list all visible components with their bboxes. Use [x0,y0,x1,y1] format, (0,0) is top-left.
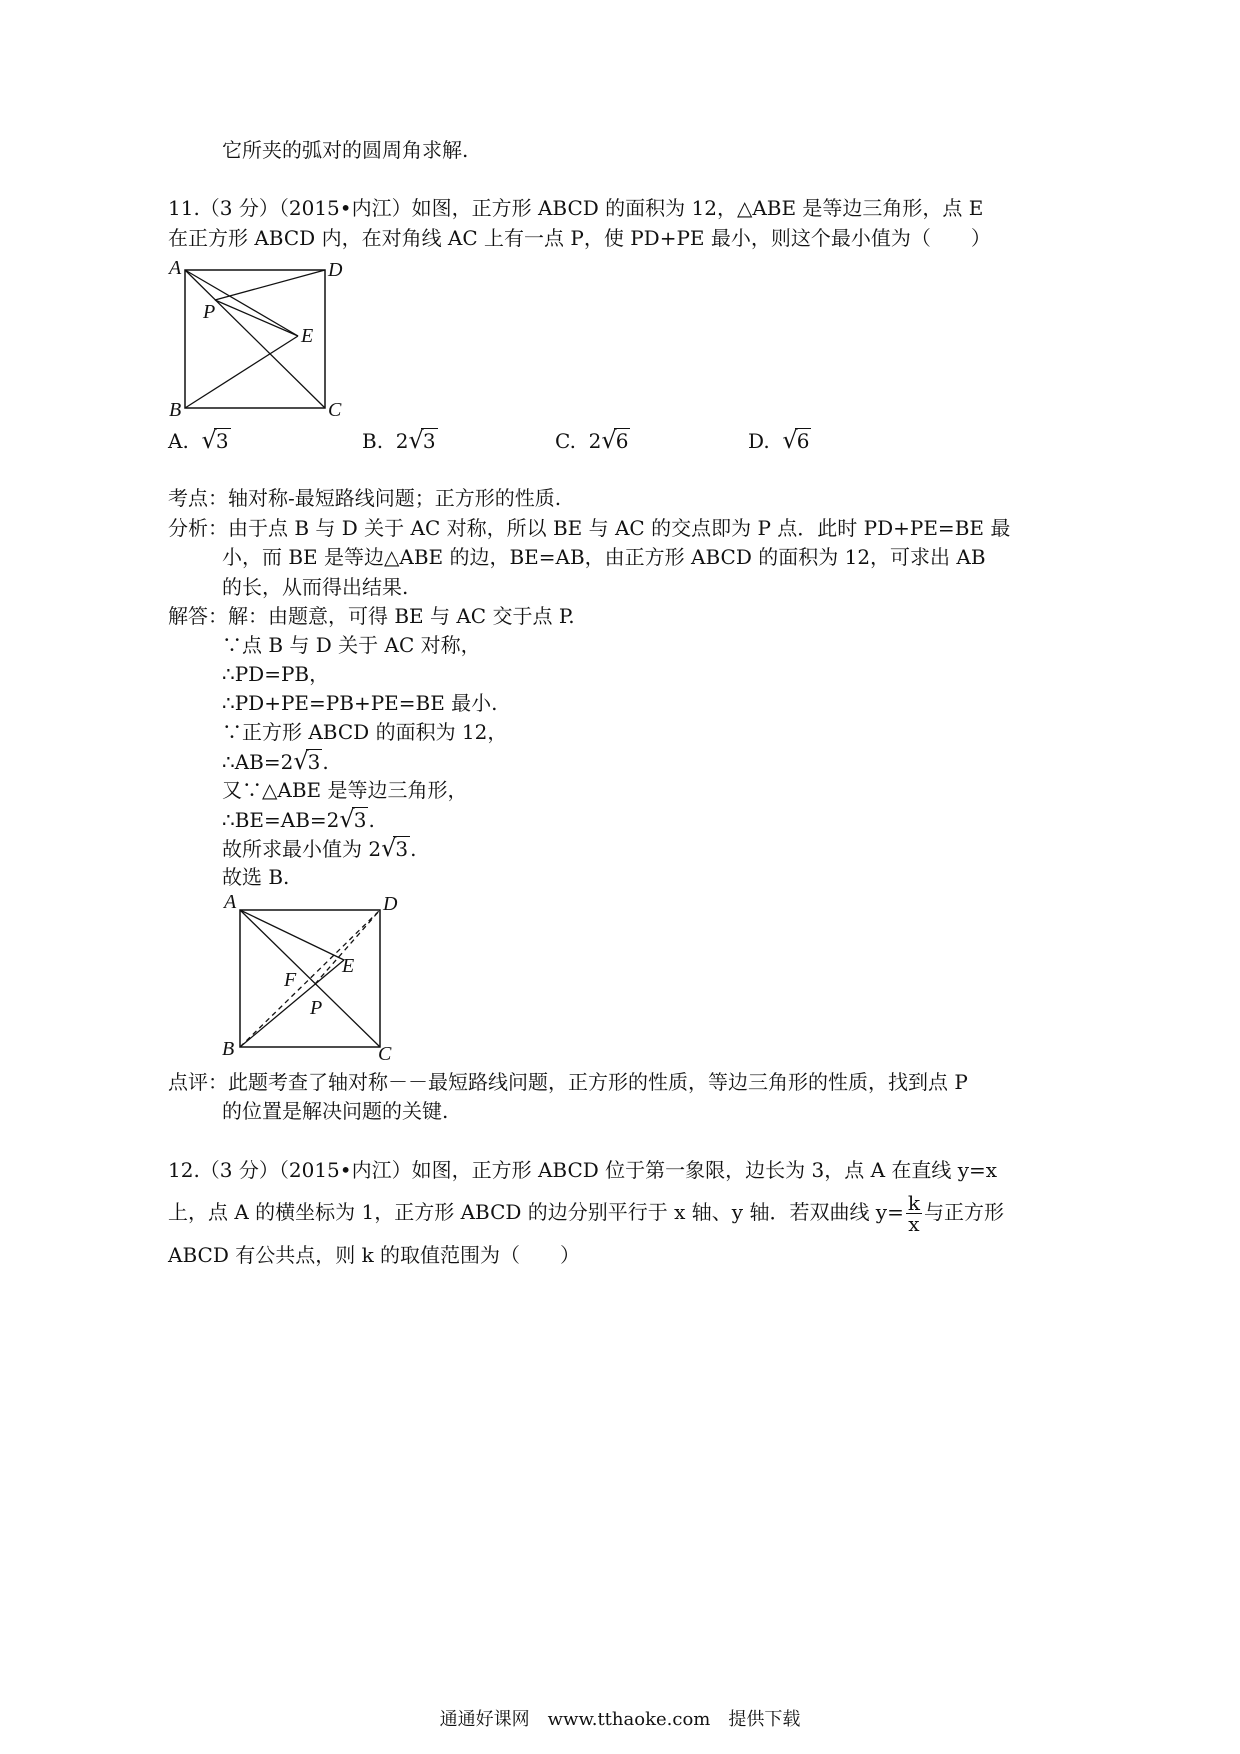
option-d-radicand: 6 [796,429,810,453]
step-5-end: . [322,750,329,774]
step-5-text: ∴AB=2 [222,750,294,774]
sqrt-sign: √3 [201,426,229,454]
step-3: ∴PD+PE=PB+PE=BE 最小. [222,691,498,715]
fraction-k-over-x [906,1193,922,1234]
label-c: C [378,1043,392,1064]
continued-text: 它所夹的弧对的圆周角求解. [222,138,469,162]
segment-be [185,336,298,408]
q12-stem-line1: 12.（3 分）（2015•内江）如图，正方形 ABCD 位于第一象限，边长为 3，点 A 在直线 y=x [168,1158,998,1182]
step-7-radicand: 3 [353,808,367,832]
fenxi-line2: 小，而 BE 是等边△ABE 的边，BE=AB，由正方形 ABCD 的面积为 12，可求出 AB [222,545,986,569]
step-8-text: 故所求最小值为 2 [222,837,382,861]
option-a [168,426,231,455]
label-e: E [342,955,355,977]
step-8 [222,834,416,863]
label-b: B [169,399,182,421]
q11-figure [165,258,355,422]
q12-line2-end: 与正方形 [924,1200,1004,1224]
label-a: A [169,258,182,279]
step-9: 故选 B. [222,865,290,889]
step-4: ∵正方形 ABCD 的面积为 12， [222,720,508,744]
option-b-radicand: 3 [422,429,436,453]
option-b [362,426,438,455]
label-p: P [203,301,216,323]
label-f: F [284,969,297,991]
step-7-text: ∴BE=AB=2 [222,808,340,832]
label-b: B [222,1038,235,1060]
fraction-denominator: x [908,1212,920,1236]
step-6: 又∵△ABE 是等边三角形， [222,778,468,802]
option-c [555,426,630,455]
dianping-line1: 点评：此题考查了轴对称－－最短路线问题，正方形的性质，等边三角形的性质，找到点 P [168,1070,968,1094]
sqrt-sign: √3 [408,426,436,454]
option-a-label: A. [168,429,189,453]
option-b-label: B. [362,429,384,453]
dianping-line2: 的位置是解决问题的关键. [222,1099,449,1123]
option-a-radicand: 3 [215,429,229,453]
step-2: ∴PD=PB， [222,662,330,686]
sqrt-sign: √3 [293,747,321,775]
option-c-coef: 2 [588,429,602,453]
label-p: P [310,997,323,1019]
label-d: D [328,259,343,281]
fenxi-line3: 的长，从而得出结果. [222,575,409,599]
label-c: C [328,399,342,421]
fraction-numerator: k [907,1191,920,1215]
q12-stem-line3: ABCD 有公共点，则 k 的取值范围为（ ） [168,1243,581,1267]
option-d [748,426,811,455]
q12-line2-text: 上，点 A 的横坐标为 1，正方形 ABCD 的边分别平行于 x 轴、y 轴．若双曲线 y= [168,1200,904,1224]
sqrt-sign: √3 [339,805,367,833]
q11-stem-line2: 在正方形 ABCD 内，在对角线 AC 上有一点 P，使 PD+PE 最小，则这个最小值为（ ） [168,226,991,250]
page-footer: 通通好课网 www.tthaoke.com 提供下载 [439,1709,801,1730]
option-c-label: C. [555,429,576,453]
step-1: ∵点 B 与 D 关于 AC 对称， [222,633,481,657]
sqrt-sign: √6 [782,426,810,454]
segment-pd [215,270,325,300]
step-8-end: . [410,837,417,861]
kaodian: 考点：轴对称-最短路线问题；正方形的性质. [168,486,562,510]
step-5-radicand: 3 [307,750,321,774]
step-5 [222,747,329,776]
step-7 [222,805,375,834]
segment-ae [240,910,344,960]
label-e: E [301,325,314,347]
segment-pe [215,300,298,336]
solution-figure [220,892,404,1064]
q12-stem-line2 [168,1192,1004,1234]
fenxi-line1: 分析：由于点 B 与 D 关于 AC 对称，所以 BE 与 AC 的交点即为 P 点．此时 PD+PE=BE 最 [168,516,1011,540]
option-c-radicand: 6 [615,429,629,453]
label-d: D [383,893,398,915]
sqrt-sign: √6 [601,426,629,454]
label-a: A [224,892,237,913]
q11-stem-line1: 11.（3 分）（2015•内江）如图，正方形 ABCD 的面积为 12，△ABE 是等边三角形，点 E [168,196,984,220]
option-d-label: D. [748,429,770,453]
step-7-end: . [368,808,375,832]
sqrt-sign: √3 [381,834,409,862]
option-b-coef: 2 [395,429,409,453]
jieda: 解答：解：由题意，可得 BE 与 AC 交于点 P. [168,604,575,628]
step-8-radicand: 3 [395,837,409,861]
